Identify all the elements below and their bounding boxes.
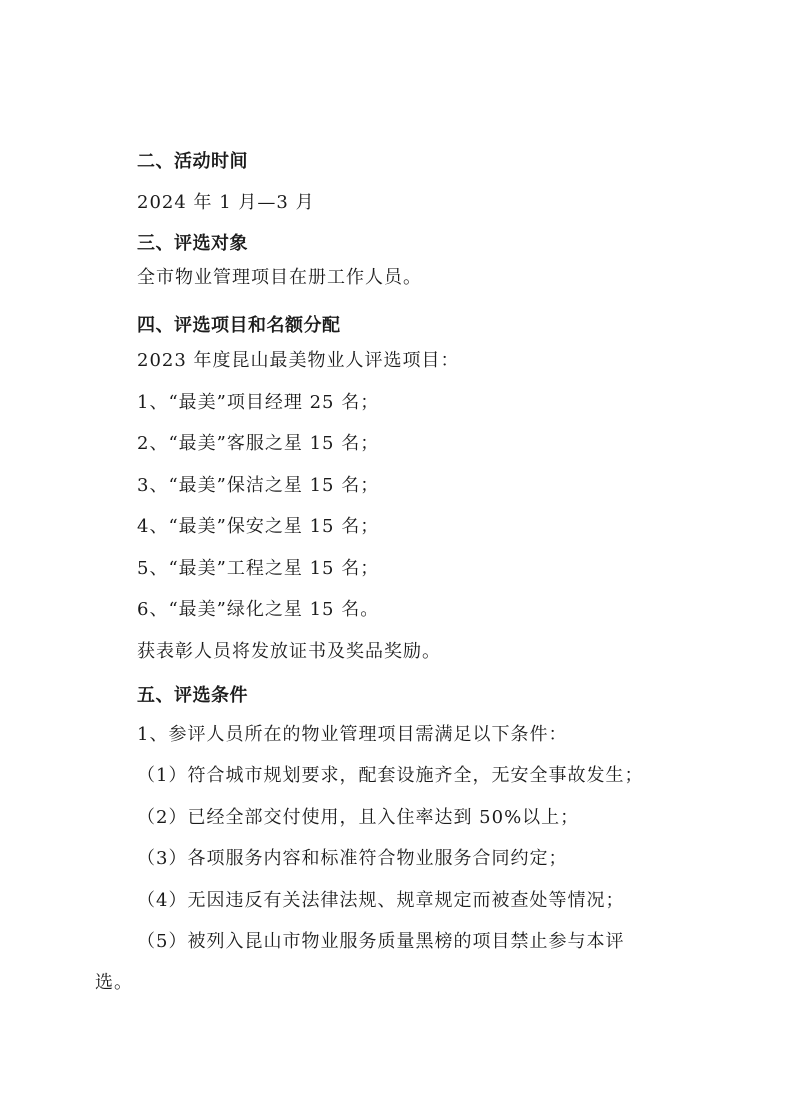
categories-intro-text: 2023 年度昆山最美物业人评选项目： (137, 350, 460, 371)
category-item: 4、“最美”保安之星 15 名； (137, 516, 380, 537)
condition-item: （5）被列入昆山市物业服务质量黑榜的项目禁止参与本评 (137, 931, 625, 952)
condition-item: （4）无因违反有关法律法规、规章规定而被查处等情况； (137, 890, 625, 911)
section-heading-activity-time: 二、活动时间 (137, 151, 248, 172)
condition-item: （3）各项服务内容和标准符合物业服务合同约定； (137, 848, 568, 869)
section-heading-selection-conditions: 五、评选条件 (137, 685, 248, 706)
condition-item: （2）已经全部交付使用，且入住率达到 50%以上； (137, 807, 580, 828)
category-item: 6、“最美”绿化之星 15 名。 (137, 599, 380, 620)
conditions-intro-text: 1、参评人员所在的物业管理项目需满足以下条件： (137, 724, 568, 745)
section-heading-categories-quota: 四、评选项目和名额分配 (137, 315, 341, 336)
category-item: 2、“最美”客服之星 15 名； (137, 433, 380, 454)
selection-target-text: 全市物业管理项目在册工作人员。 (137, 267, 422, 288)
category-item: 1、“最美”项目经理 25 名； (137, 392, 380, 413)
reward-text: 获表彰人员将发放证书及奖品奖励。 (137, 641, 441, 662)
category-item: 5、“最美”工程之星 15 名； (137, 558, 380, 579)
condition-item-continuation: 选。 (95, 972, 133, 993)
category-item: 3、“最美”保洁之星 15 名； (137, 475, 380, 496)
section-heading-selection-target: 三、评选对象 (137, 233, 248, 254)
condition-item: （1）符合城市规划要求，配套设施齐全，无安全事故发生； (137, 765, 644, 786)
activity-time-text: 2024 年 1 月—3 月 (137, 192, 315, 213)
